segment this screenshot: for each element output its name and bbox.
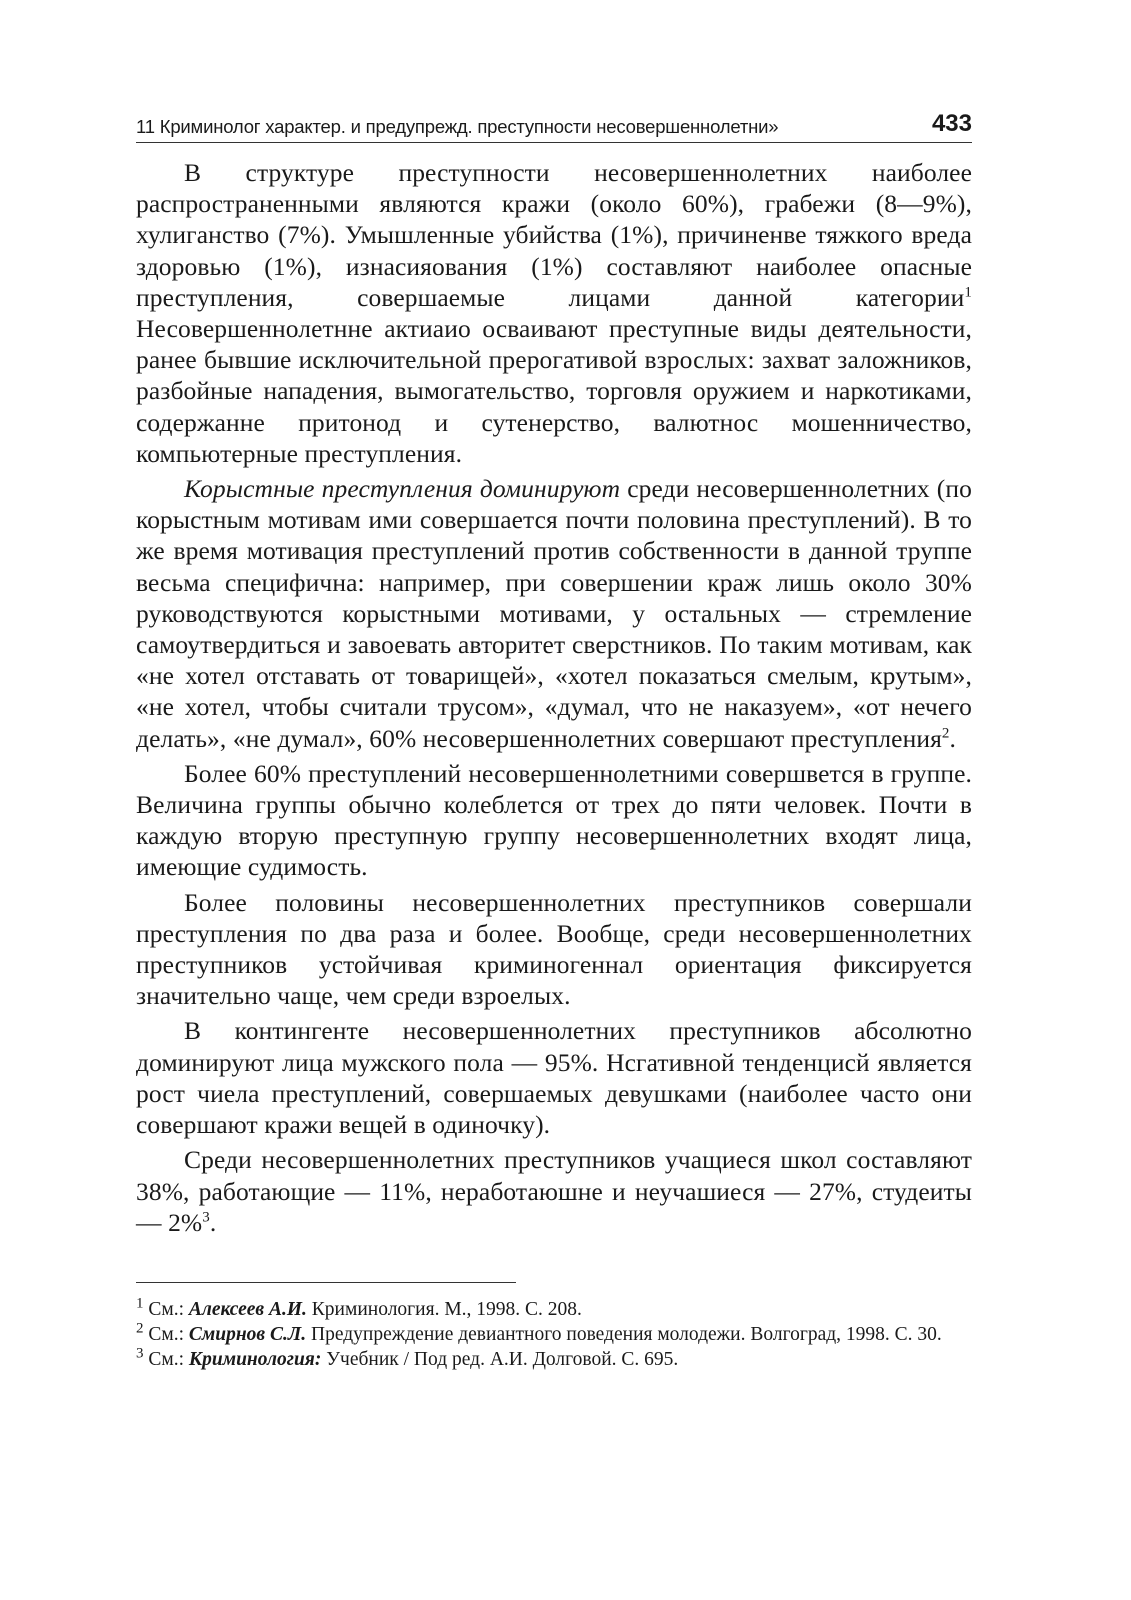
paragraph-2-text: среди несовершеннолетних (по корыстным мотивам ими совершается почти половина преступлений). В то же время мотивация преступлений против собственности в данной труппе весьма специфична: например, при совершении краж лишь около 30% руководствуются корыстными мотивами, у остальных — стремление самоутвердиться и завоевать авторитет сверстников. По таким мотивам, как «не хотел отставать от товарищей», «хотел показаться смелым, крутым», «не хотел, чтобы считали трусом», «думал, что не наказуем», «от нечего делать», «не думал», 60% несовершеннолетних совершают преступления <box>136 474 972 753</box>
running-header <box>136 110 972 143</box>
paragraph-6 <box>136 1144 972 1238</box>
footnote-divider <box>136 1282 516 1283</box>
footnote-2 <box>136 1322 972 1347</box>
paragraph-2-lead: Корыстные преступления доминируют <box>184 474 621 504</box>
paragraph-6-tail: . <box>209 1207 217 1237</box>
paragraph-1-text: В структуре преступности несовершеннолетних наиболее распространенными являются кражи (около 60%), грабежи (8—9%), хулиганство (7%). Умышленные убийства (1%), причиненве тяжкого вреда здоровью (1%), изнасияования (1%) составляют наиболее опасные преступления, совершаемые лицами данной категории <box>136 158 972 312</box>
footnote-3 <box>136 1347 972 1372</box>
paragraph-5: В контингенте несовершеннолетних преступников абсолютно доминируют лица мужского пола — 95%. Нсгативной тенденцисй является рост чиела преступлений, совершаемых девушками (наиболее часто они совершают кражи вещей в одиночку). <box>136 1016 972 1140</box>
footnote-1-author: Алексеев А.И. <box>188 1298 307 1320</box>
footnote-2-author: Смирнов С.Л. <box>188 1323 307 1345</box>
page-number: 433 <box>931 110 972 137</box>
footnote-3-prefix: См.: <box>148 1348 189 1370</box>
paragraph-3: Более 60% преступлений несовершеннолетними совершвется в группе. Величина группы обычно колеблется от трех до пяти человек. Почти в каждую вторую преступную группу несовершеннолетних входят лица, имеющие судимость. <box>136 758 972 882</box>
paragraph-1-tail: Несовершеннолетнне актиаио осваивают преступные виды деятельности, ранее бывшие исключительной прерогативой взрослых: захват заложников, разбойные нападения, вымогательство, торговля оружием и наркотиками, содержанне притонод и сутенерство, валютнос мошенничество, компьютерные преступления. <box>136 314 972 468</box>
footnote-2-number: 2 <box>136 1320 144 1337</box>
paragraph-1 <box>136 157 972 469</box>
footnote-3-text: Учебник / Под ред. А.И. Долговой. С. 695. <box>321 1348 679 1370</box>
running-header-title: 11 Криминолог характер. и предупрежд. преступности несовершеннолетни» <box>136 116 779 137</box>
footnote-1-text: Криминология. М., 1998. С. 208. <box>306 1298 582 1320</box>
footnote-2-prefix: См.: <box>148 1323 189 1345</box>
paragraph-2-tail: . <box>949 723 957 753</box>
footnote-1-prefix: См.: <box>148 1298 189 1320</box>
footnote-1 <box>136 1297 972 1322</box>
footnote-3-number: 3 <box>136 1345 144 1362</box>
footnotes <box>136 1297 972 1372</box>
footnote-3-author: Криминология: <box>188 1348 322 1370</box>
main-text <box>136 157 972 1238</box>
footnote-ref-1: 1 <box>964 284 972 301</box>
footnote-ref-3: 3 <box>202 1209 210 1226</box>
footnote-2-text: Предупреждение девиантного поведения молодежи. Волгоград, 1998. С. 30. <box>306 1323 942 1345</box>
paragraph-6-text: Среди несовершеннолетних преступников учащиеся школ составляют 38%, работающие — 11%, неработаюшне и неучашиеся — 27%, студеиты — 2% <box>136 1145 972 1237</box>
footnote-ref-2: 2 <box>941 725 950 742</box>
footnote-1-number: 1 <box>136 1295 144 1312</box>
paragraph-2 <box>136 473 972 754</box>
paragraph-4: Более половины несовершеннолетних преступников совершали преступления по два раза и более. Вообще, среди несовершеннолетних преступников устойчивая криминогеннал ориентация фиксируется значительно чаще, чем среди взроелых. <box>136 887 972 1011</box>
